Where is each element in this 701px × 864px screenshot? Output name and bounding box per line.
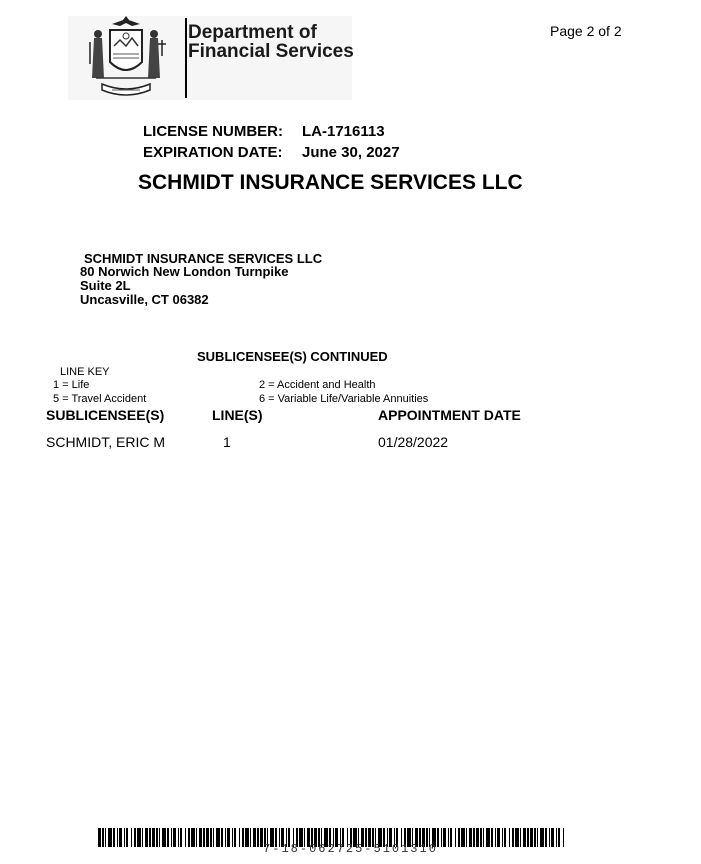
line-key-title: LINE KEY (60, 366, 110, 378)
sublicensee-heading: SUBLICENSEE(S) CONTINUED (197, 349, 388, 364)
sublicensee-name-cell: SCHMIDT, ERIC M (46, 434, 165, 450)
expiration-date-label: EXPIRATION DATE: (143, 144, 283, 161)
expiration-date-value: June 30, 2027 (302, 144, 400, 161)
column-header-appointment-date: APPOINTMENT DATE (378, 407, 521, 423)
line-key-item: 5 = Travel Accident (53, 393, 147, 405)
address-suite: Suite 2L (80, 278, 131, 293)
line-key-item: 1 = Life (53, 379, 90, 391)
lines-cell: 1 (223, 434, 231, 450)
license-number-value: LA-1716113 (302, 123, 385, 140)
column-header-sublicensee: SUBLICENSEE(S) (46, 407, 165, 423)
line-key-item: 2 = Accident and Health (259, 379, 376, 391)
column-header-lines: LINE(S) (212, 407, 263, 423)
dept-line-2: Financial Services (188, 41, 354, 62)
entity-name-title: SCHMIDT INSURANCE SERVICES LLC (138, 171, 523, 194)
dept-name (188, 23, 354, 61)
barcode-number: 7-18-062725-5101310 (263, 842, 438, 856)
address-city-state-zip: Uncasville, CT 06382 (80, 292, 209, 307)
address-name: SCHMIDT INSURANCE SERVICES LLC (84, 251, 323, 266)
line-key-item: 6 = Variable Life/Variable Annuities (259, 393, 429, 405)
address-street: 80 Norwich New London Turnpike (80, 264, 289, 279)
page-number: Page 2 of 2 (550, 23, 622, 39)
appointment-date-cell: 01/28/2022 (378, 434, 449, 450)
dept-line-1: Department of (188, 22, 317, 43)
ny-state-seal-icon (76, 16, 176, 100)
logo-divider (185, 18, 187, 98)
dfs-logo (68, 16, 352, 100)
license-number-label: LICENSE NUMBER: (143, 123, 284, 140)
